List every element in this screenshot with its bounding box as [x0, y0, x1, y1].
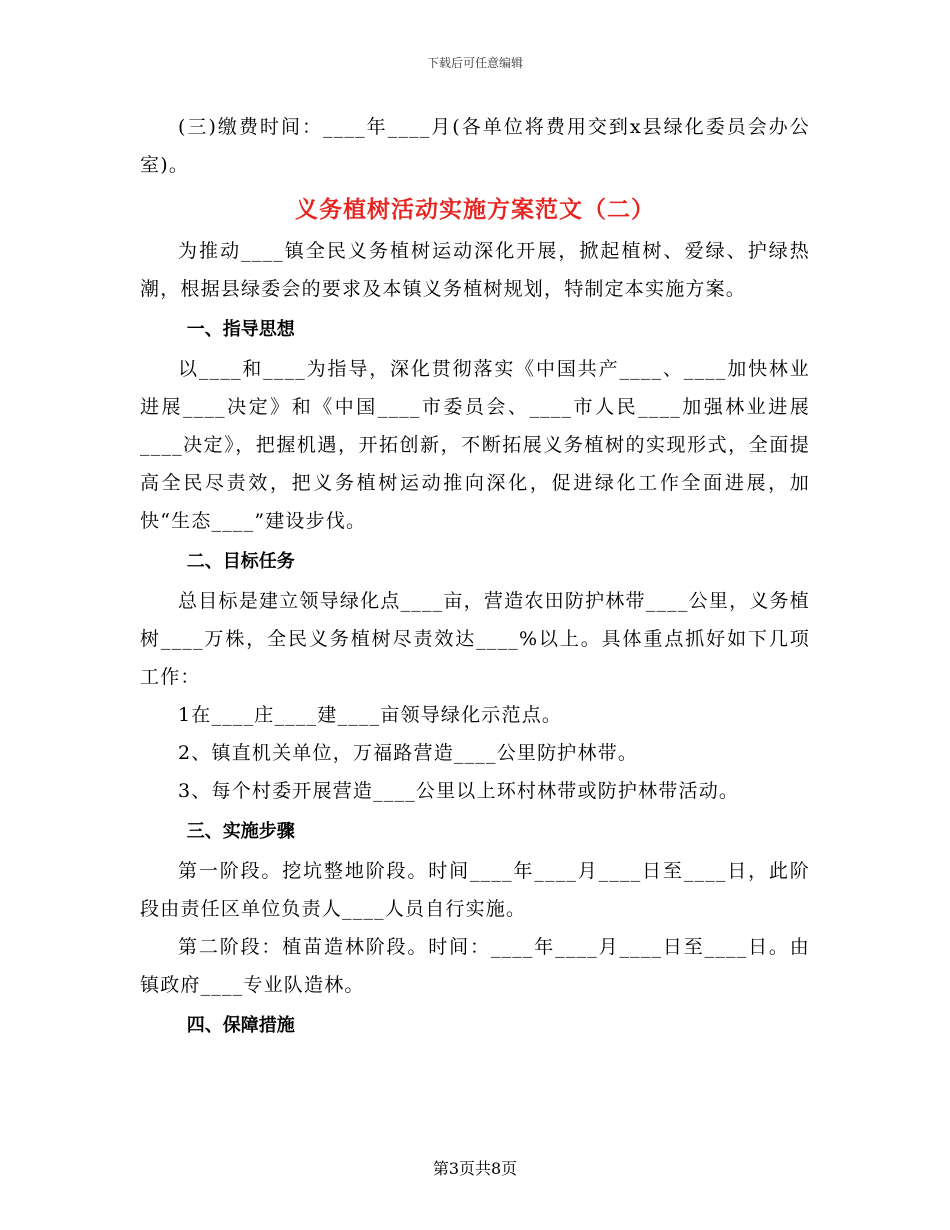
- document-title: 义务植树活动实施方案范文（二）: [295, 197, 655, 223]
- paragraph-goals: 总目标是建立领导绿化点____亩，营造农田防护林带____公里，义务植树____万株，全民义务植树尽责效达____%以上。具体重点抓好如下几项工作：: [140, 590, 810, 688]
- paragraph-guiding: 以____和____为指导，深化贯彻落实《中国共产____、____加快林业进展____决定》和《中国____市委员会、____市人民____加强林业进展____决定》，把握机遇，开拓创新，不断拓展义务植树的实现形式，全面提高全民尽责效，把义务植树运动推向深化，促进绿化工作全面进展，加快“生态____”建设步伐。: [140, 358, 810, 532]
- paragraph-goal-3: 3、每个村委开展营造____公里以上环村林带或防护林带活动。: [178, 780, 740, 802]
- section-heading-goals: 二、目标任务: [186, 551, 295, 572]
- section-heading-guiding: 一、指导思想: [186, 319, 295, 340]
- paragraph-purpose: 为推动____镇全民义务植树运动深化开展，掀起植树、爱绿、护绿热潮，根据县绿委会的要求及本镇义务植树规划，特制定本实施方案。: [140, 240, 810, 300]
- paragraph-fee-time: (三)缴费时间：____年____月(各单位将费用交到x县绿化委员会办公室)。: [140, 116, 810, 176]
- document-body: [140, 108, 810, 1046]
- paragraph-goal-1: 1在____庄____建____亩领导绿化示范点。: [178, 704, 563, 726]
- paragraph-step-2: 第二阶段：植苗造林阶段。时间：____年____月____日至____日。由镇政府____专业队造林。: [140, 936, 810, 996]
- paragraph-goal-2: 2、镇直机关单位，万福路营造____公里防护林带。: [178, 742, 639, 764]
- section-heading-measures: 四、保障措施: [186, 1015, 295, 1036]
- header-note: 下载后可任意编辑: [426, 56, 523, 70]
- section-heading-steps: 三、实施步骤: [186, 821, 295, 842]
- page-number: 第3页共8页: [432, 1159, 518, 1178]
- paragraph-step-1: 第一阶段。挖坑整地阶段。时间____年____月____日至____日，此阶段由责任区单位负责人____人员自行实施。: [140, 860, 810, 920]
